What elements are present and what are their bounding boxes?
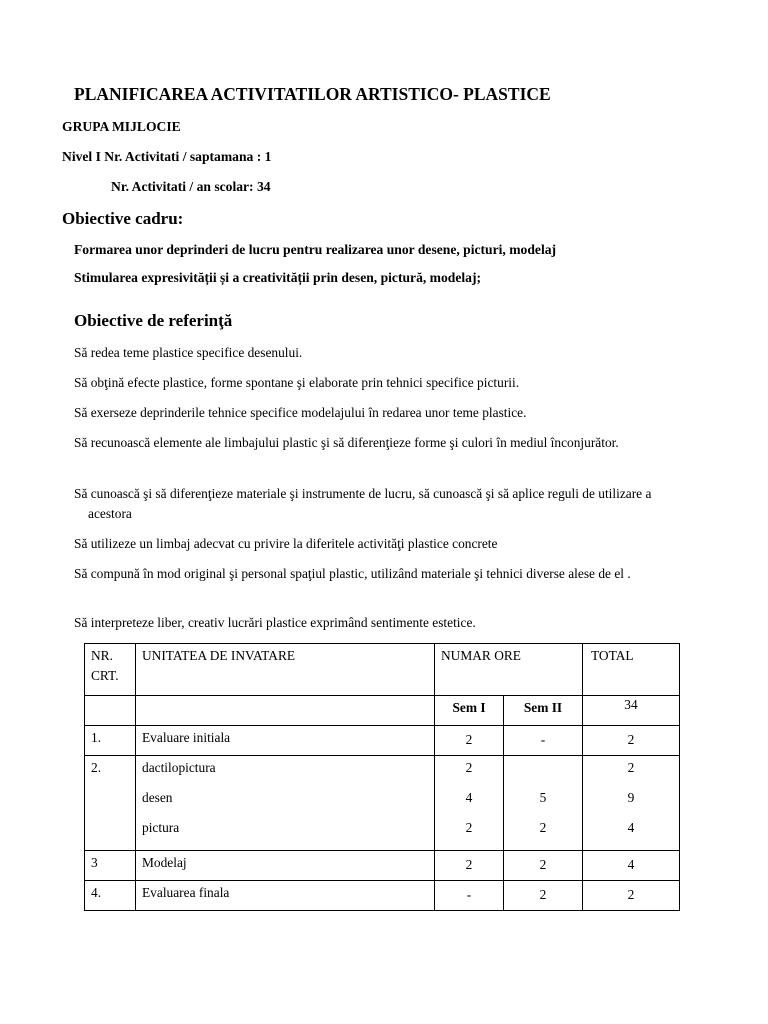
header-sem1: Sem I [452, 700, 486, 715]
row-sem2: 5 [539, 790, 547, 805]
header-nr: NR. [91, 648, 113, 663]
row-sem2: 2 [539, 820, 547, 835]
row-total: 2 [627, 887, 635, 902]
row-sem1: 2 [465, 857, 473, 872]
header-sem2: Sem II [523, 700, 563, 715]
year-line: Nr. Activitati / an scolar: 34 [111, 179, 271, 194]
row-nr: 4. [91, 885, 102, 900]
table-row [85, 881, 680, 911]
header-crt: CRT. [91, 668, 119, 683]
row-total: 2 [627, 760, 635, 775]
header-total-value: 34 [624, 697, 638, 712]
group-label: GRUPA MIJLOCIE [62, 119, 181, 134]
row-sem1: 4 [465, 790, 473, 805]
row-unit: Modelaj [142, 855, 187, 870]
row-total: 2 [627, 732, 635, 747]
row-total: 4 [627, 857, 635, 872]
framework-item-2: Stimularea expresivității și a creativității prin desen, pictură, modelaj; [74, 270, 482, 285]
row-nr: 1. [91, 730, 102, 745]
row-sem2 [504, 760, 582, 790]
header-unit: UNITATEA DE INVATARE [142, 648, 296, 663]
row-sem1: - [466, 887, 472, 902]
row-nr: 3 [91, 855, 98, 870]
framework-heading: Obiective cadru: [62, 209, 184, 228]
reference-item-5: Să cunoască şi să diferenţieze materiale şi instrumente de lucru, să cunoască şi să aplice reguli de utilizare a acestora [74, 486, 652, 521]
reference-item-3: Să exerseze deprinderile tehnice specifice modelajului în redarea unor teme plastice. [74, 405, 527, 420]
header-total-cell [583, 644, 680, 696]
level-line: Nivel I Nr. Activitati / saptamana : 1 [62, 149, 272, 164]
row-sem2: 2 [539, 887, 547, 902]
reference-item-1: Să redea teme plastice specifice desenului. [74, 345, 303, 360]
reference-heading: Obiective de referinţă [74, 311, 233, 330]
reference-item-7: Să compună în mod original şi personal spaţiul plastic, utilizând materiale şi tehnici diverse alese de el . [74, 566, 631, 581]
reference-item-6: Să utilizeze un limbaj adecvat cu privire la diferitele activităţi plastice concrete [74, 536, 498, 551]
reference-item-4: Să recunoască elemente ale limbajului plastic şi să diferenţieze forme şi culori în mediul înconjurător. [74, 435, 619, 450]
row-sem2: 2 [539, 857, 547, 872]
document-title: PLANIFICAREA ACTIVITATILOR ARTISTICO- PLASTICE [74, 84, 551, 104]
table-row [85, 726, 680, 756]
reference-item-8: Să interpreteze liber, creativ lucrări plastice exprimând sentimente estetice. [74, 615, 476, 630]
row-total: 9 [627, 790, 635, 805]
header-unit-cell [136, 644, 435, 696]
row-unit: Evaluarea finala [142, 885, 230, 900]
table-row [85, 756, 680, 851]
row-sem1: 2 [465, 732, 473, 747]
row-total: 4 [627, 820, 635, 835]
row-unit: pictura [142, 820, 180, 835]
header-hours: NUMAR ORE [441, 648, 521, 663]
row-unit: dactilopictura [142, 760, 216, 775]
header-nr-cell [85, 644, 136, 696]
header-total: TOTAL [591, 648, 634, 663]
activities-table [84, 643, 680, 911]
reference-item-2: Să obţină efecte plastice, forme spontane şi elaborate prin tehnici specifice picturii. [74, 375, 520, 390]
row-sem1: 2 [465, 820, 473, 835]
row-sem1: 2 [465, 760, 473, 775]
table-row [85, 851, 680, 881]
row-nr: 2. [91, 760, 102, 775]
row-unit: Evaluare initiala [142, 730, 231, 745]
header-hours-cell [435, 644, 583, 696]
framework-item-1: Formarea unor deprinderi de lucru pentru realizarea unor desene, picturi, modelaj [74, 242, 557, 257]
row-sem2: - [540, 732, 546, 747]
row-unit: desen [142, 790, 173, 805]
